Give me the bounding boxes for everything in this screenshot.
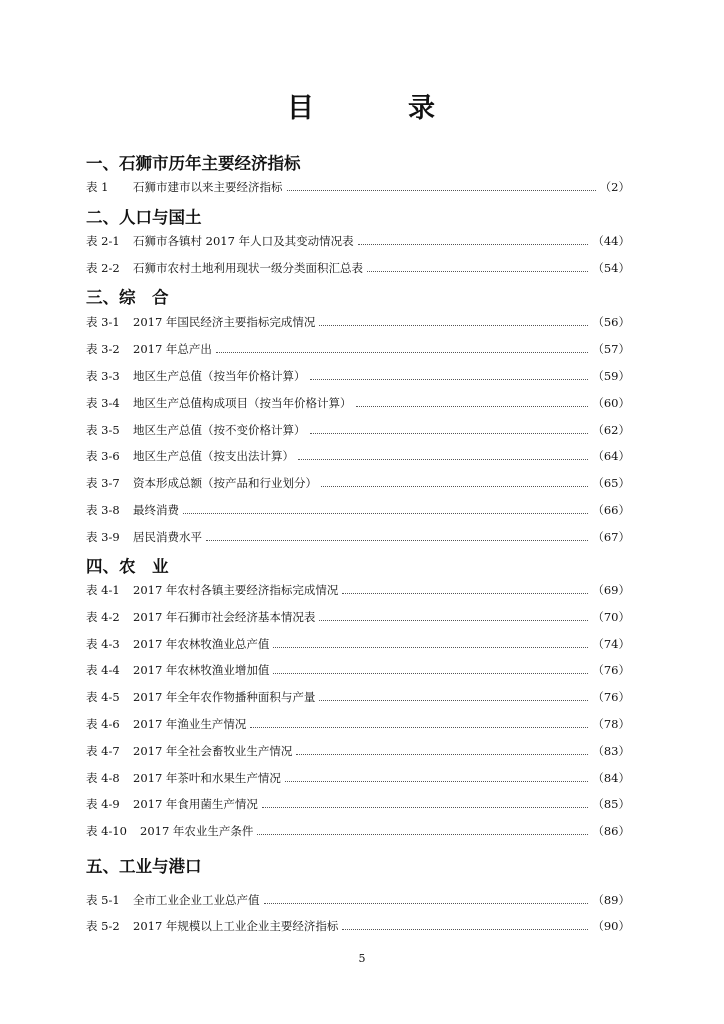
leader-dots bbox=[285, 780, 588, 782]
page-number: 5 bbox=[358, 952, 366, 965]
toc-entry[interactable] bbox=[86, 420, 630, 438]
table-number: 表 1 bbox=[86, 180, 109, 194]
table-number: 表 2-2 bbox=[86, 261, 120, 275]
table-number: 表 3-1 bbox=[86, 315, 120, 329]
table-title: 2017 年国民经济主要指标完成情况 bbox=[133, 315, 316, 329]
table-number: 表 3-7 bbox=[86, 476, 120, 490]
table-title: 居民消费水平 bbox=[133, 530, 202, 544]
table-title: 地区生产总值（按不变价格计算） bbox=[133, 423, 306, 437]
table-title: 2017 年茶叶和水果生产情况 bbox=[133, 771, 281, 785]
page-ref: （76） bbox=[592, 663, 630, 677]
toc-entry[interactable] bbox=[86, 794, 630, 812]
table-title: 全市工业企业工业总产值 bbox=[133, 893, 260, 907]
table-title: 石狮市农村土地利用现状一级分类面积汇总表 bbox=[133, 261, 363, 275]
table-number: 表 5-1 bbox=[86, 893, 120, 907]
page-ref: （84） bbox=[592, 771, 630, 785]
toc-entry[interactable] bbox=[86, 473, 630, 491]
table-number: 表 4-6 bbox=[86, 717, 120, 731]
toc-entry[interactable] bbox=[86, 580, 630, 598]
page-ref: （74） bbox=[592, 637, 630, 651]
page-ref: （83） bbox=[592, 744, 630, 758]
leader-dots bbox=[183, 512, 588, 514]
table-number: 表 2-1 bbox=[86, 234, 120, 248]
table-title: 地区生产总值（按当年价格计算） bbox=[133, 369, 306, 383]
toc-entry[interactable] bbox=[86, 231, 630, 249]
toc-entry[interactable] bbox=[86, 660, 630, 678]
table-title: 2017 年石狮市社会经济基本情况表 bbox=[133, 610, 316, 624]
table-title: 2017 年农林牧渔业增加值 bbox=[133, 663, 270, 677]
page-ref: （60） bbox=[592, 396, 630, 410]
toc-entry[interactable] bbox=[86, 687, 630, 705]
toc-entry[interactable] bbox=[86, 714, 630, 732]
section-heading-population-land: 二、人口与国土 bbox=[86, 208, 202, 227]
toc-entry[interactable] bbox=[86, 366, 630, 384]
table-number: 表 3-3 bbox=[86, 369, 120, 383]
page-ref: （69） bbox=[592, 583, 630, 597]
leader-dots bbox=[319, 699, 588, 701]
leader-dots bbox=[356, 405, 589, 407]
section-heading-agriculture: 四、农 业 bbox=[86, 557, 169, 576]
toc-entry[interactable] bbox=[86, 339, 630, 357]
table-title: 2017 年全年农作物播种面积与产量 bbox=[133, 690, 316, 704]
page-ref: （90） bbox=[592, 919, 630, 933]
page-ref: （67） bbox=[592, 530, 630, 544]
leader-dots bbox=[319, 619, 588, 621]
table-title: 2017 年农村各镇主要经济指标完成情况 bbox=[133, 583, 339, 597]
table-title: 2017 年农林牧渔业总产值 bbox=[133, 637, 270, 651]
table-title: 2017 年食用菌生产情况 bbox=[133, 797, 258, 811]
table-title: 最终消费 bbox=[133, 503, 179, 517]
leader-dots bbox=[273, 646, 588, 648]
toc-entry[interactable] bbox=[86, 527, 630, 545]
table-number: 表 3-4 bbox=[86, 396, 120, 410]
table-number: 表 4-5 bbox=[86, 690, 120, 704]
section-heading-economic-indicators: 一、石狮市历年主要经济指标 bbox=[86, 154, 301, 173]
page-ref: （89） bbox=[592, 893, 630, 907]
table-number: 表 4-10 bbox=[86, 824, 127, 838]
table-number: 表 3-5 bbox=[86, 423, 120, 437]
page-ref: （62） bbox=[592, 423, 630, 437]
leader-dots bbox=[216, 351, 588, 353]
table-title: 2017 年总产出 bbox=[133, 342, 212, 356]
table-number: 表 4-7 bbox=[86, 744, 120, 758]
table-number: 表 4-9 bbox=[86, 797, 120, 811]
leader-dots bbox=[206, 539, 588, 541]
leader-dots bbox=[358, 243, 589, 245]
page-ref: （64） bbox=[592, 449, 630, 463]
toc-entry[interactable] bbox=[86, 312, 630, 330]
table-title: 2017 年农业生产条件 bbox=[140, 824, 254, 838]
page-ref: （54） bbox=[592, 261, 630, 275]
table-number: 表 3-2 bbox=[86, 342, 120, 356]
page-ref: （2） bbox=[599, 180, 630, 194]
table-number: 表 5-2 bbox=[86, 919, 120, 933]
section-heading-comprehensive: 三、综 合 bbox=[86, 288, 169, 307]
leader-dots bbox=[342, 592, 588, 594]
leader-dots bbox=[287, 189, 596, 191]
page-ref: （70） bbox=[592, 610, 630, 624]
table-title: 2017 年渔业生产情况 bbox=[133, 717, 247, 731]
table-number: 表 4-1 bbox=[86, 583, 120, 597]
table-title: 2017 年规模以上工业企业主要经济指标 bbox=[133, 919, 339, 933]
table-number: 表 4-8 bbox=[86, 771, 120, 785]
page-ref: （78） bbox=[592, 717, 630, 731]
toc-title-char-1: 目 bbox=[287, 93, 314, 124]
table-title: 资本形成总额（按产品和行业划分） bbox=[133, 476, 317, 490]
leader-dots bbox=[262, 806, 588, 808]
toc-entry[interactable] bbox=[86, 258, 630, 276]
leader-dots bbox=[319, 324, 588, 326]
section-heading-industry-port: 五、工业与港口 bbox=[86, 857, 202, 876]
toc-title bbox=[0, 86, 724, 126]
table-number: 表 4-4 bbox=[86, 663, 120, 677]
toc-entry[interactable] bbox=[86, 916, 630, 934]
toc-entry[interactable] bbox=[86, 500, 630, 518]
leader-dots bbox=[296, 753, 588, 755]
leader-dots bbox=[310, 378, 589, 380]
table-number: 表 3-8 bbox=[86, 503, 120, 517]
toc-entry[interactable] bbox=[86, 177, 630, 195]
page-ref: （85） bbox=[592, 797, 630, 811]
toc-entry[interactable] bbox=[86, 607, 630, 625]
toc-entry[interactable] bbox=[86, 634, 630, 652]
table-title: 石狮市各镇村 2017 年人口及其变动情况表 bbox=[133, 234, 354, 248]
page-ref: （65） bbox=[592, 476, 630, 490]
toc-entry[interactable] bbox=[86, 768, 630, 786]
toc-entry[interactable] bbox=[86, 821, 630, 839]
toc-entry[interactable] bbox=[86, 446, 630, 464]
page-ref: （59） bbox=[592, 369, 630, 383]
leader-dots bbox=[367, 270, 588, 272]
page-ref: （44） bbox=[592, 234, 630, 248]
table-title: 地区生产总值构成项目（按当年价格计算） bbox=[133, 396, 352, 410]
leader-dots bbox=[273, 672, 588, 674]
table-title: 石狮市建市以来主要经济指标 bbox=[133, 180, 283, 194]
page-ref: （56） bbox=[592, 315, 630, 329]
page-ref: （86） bbox=[592, 824, 630, 838]
page-ref: （76） bbox=[592, 690, 630, 704]
toc-entry[interactable] bbox=[86, 890, 630, 908]
table-number: 表 3-6 bbox=[86, 449, 120, 463]
leader-dots bbox=[250, 726, 588, 728]
leader-dots bbox=[321, 485, 588, 487]
leader-dots bbox=[257, 833, 588, 835]
leader-dots bbox=[310, 432, 589, 434]
table-number: 表 4-2 bbox=[86, 610, 120, 624]
leader-dots bbox=[264, 902, 589, 904]
leader-dots bbox=[298, 458, 588, 460]
leader-dots bbox=[342, 928, 588, 930]
page-ref: （57） bbox=[592, 342, 630, 356]
toc-entry[interactable] bbox=[86, 393, 630, 411]
table-number: 表 3-9 bbox=[86, 530, 120, 544]
table-number: 表 4-3 bbox=[86, 637, 120, 651]
table-title: 地区生产总值（按支出法计算） bbox=[133, 449, 294, 463]
toc-entry[interactable] bbox=[86, 741, 630, 759]
toc-title-char-2: 录 bbox=[408, 93, 435, 124]
table-title: 2017 年全社会畜牧业生产情况 bbox=[133, 744, 293, 758]
page-ref: （66） bbox=[592, 503, 630, 517]
